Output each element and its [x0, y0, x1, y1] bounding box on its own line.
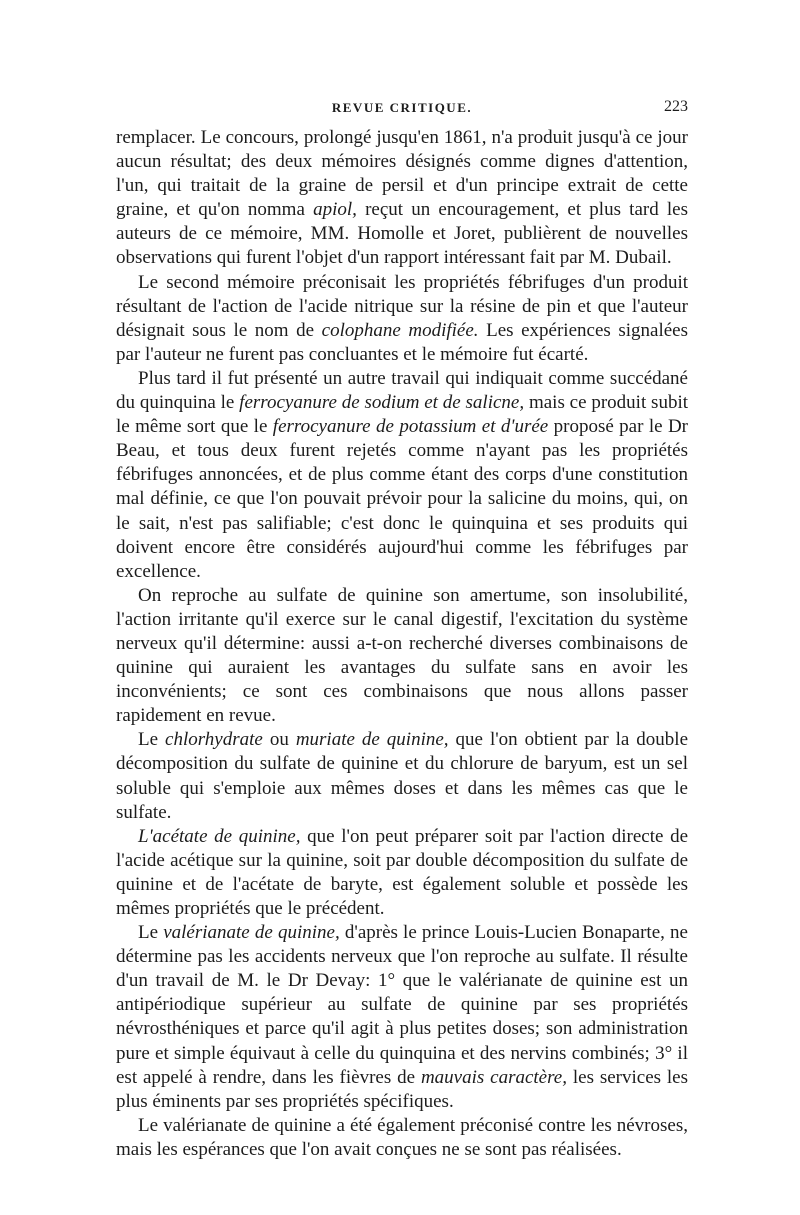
paragraph: [116, 367, 688, 584]
text-run: proposé par le Dr Beau, et tous deux furent rejetés comme n'ayant pas les propriétés fébrifuges annoncées, et de plus comme étant des corps d'une constitution mal définie, ce que l'on pouvait prévoir pour la salicine du moins, qui, on le sait, n'est pas salifiable; c'est donc le quinquina et ses produits qui doivent encore être considérés aujourd'hui comme les fébrifuges par excellence.: [116, 416, 688, 582]
text-run: que l'on peut préparer soit par l'action directe de l'acide acétique sur la quinine, soit par double décomposition du sulfate de quinine et de l'acétate de baryte, est également soluble et possède les mêmes propriétés que le précédent.: [116, 825, 689, 919]
italic-term: mauvais caractère,: [420, 1066, 567, 1088]
running-header: [116, 100, 688, 124]
page-number: 223: [664, 98, 688, 115]
paragraph: [116, 825, 688, 921]
text-run: Le: [138, 922, 164, 944]
italic-term: chlorhydrate: [165, 729, 263, 751]
text-run: les services les plus éminents par ses propriétés spécifiques.: [116, 1066, 689, 1112]
text-run: Plus tard il fut présenté un autre travail qui indiquait comme succédané du quinquina le: [116, 367, 688, 414]
text-run: mais ce produit subit le même sort que le: [116, 392, 689, 438]
paragraph: [116, 921, 688, 1114]
body-text: [116, 126, 688, 1162]
italic-term: acétate de quinine,: [152, 825, 301, 847]
text-run: d'après le prince Louis-Lucien Bonaparte, ne détermine pas les accidents nerveux que l'on reproche au sulfate. Il résulte d'un travail de M. le Dr Devay: 1° que le valérianate de quinine est un antipériodique supérieur au sulfate de quinine par ses propriétés névrosthéniques et parce qu'il agit à plus petites doses; son administration pure et simple équivaut à celle du quinquina et des nervins combinés; 3° il est appelé à rendre, dans les fièvres de: [116, 922, 688, 1088]
italic-term: valérianate de quinine,: [163, 922, 340, 944]
text-run: Le valérianate de quinine a été également préconisé contre les névroses, mais les espérances que l'on avait conçues ne se sont pas réalisées.: [116, 1114, 688, 1160]
paragraph: [116, 271, 688, 367]
text-run: Les expériences signalées par l'auteur ne furent pas concluantes et le mémoire fut écarté.: [116, 319, 688, 365]
text-run: Le second mémoire préconisait les propriétés fébrifuges d'un produit résultant de l'action de l'acide nitrique sur la résine de pin et que l'auteur désignait sous le nom de: [116, 271, 688, 341]
text-run: reçut un encouragement, et plus tard les auteurs de ce mémoire, MM. Homolle et Joret, publièrent de nouvelles observations qui furent l'objet d'un rapport intéressant fait par M. Dubail.: [116, 199, 688, 269]
paragraph: [116, 584, 688, 729]
running-title: REVUE CRITIQUE.: [331, 100, 473, 115]
paragraph: [116, 728, 688, 824]
italic-term: L': [138, 825, 153, 847]
text-run: que l'on obtient par la double décomposition du sulfate de quinine et du chlorure de baryum, est un sel soluble qui s'emploie aux mêmes doses et dans les mêmes cas que le sulfate.: [116, 729, 689, 823]
text-run: remplacer. Le concours, prolongé jusqu'en 1861, n'a produit jusqu'à ce jour aucun résultat; des deux mémoires désignés comme dignes d'attention, l'un, qui traitait de la graine de persil et d'un principe extrait de cette graine, et qu'on nomma: [116, 127, 688, 221]
italic-term: muriate de quinine,: [295, 729, 449, 751]
paragraph: [116, 1114, 688, 1162]
text-run: ou: [262, 729, 296, 751]
italic-term: colophane modifiée.: [321, 319, 479, 341]
text-run: On reproche au sulfate de quinine son amertume, son insolubilité, l'action irritante qu'il exerce sur le canal digestif, l'excitation du système nerveux qu'il détermine: aussi a-t-on recherché diverses combinaisons de quinine qui auraient les avantages du sulfate sans en avoir les inconvénients; ce sont ces combinaisons que nous allons passer rapidement en revue.: [116, 584, 688, 727]
italic-term: apiol,: [313, 199, 357, 221]
italic-term: ferrocyanure de sodium et de salicne,: [239, 392, 525, 414]
italic-term: ferrocyanure de potassium et d'urée: [272, 416, 549, 438]
book-page: [116, 100, 688, 1162]
paragraph: [116, 126, 688, 271]
text-run: Le: [138, 729, 166, 751]
